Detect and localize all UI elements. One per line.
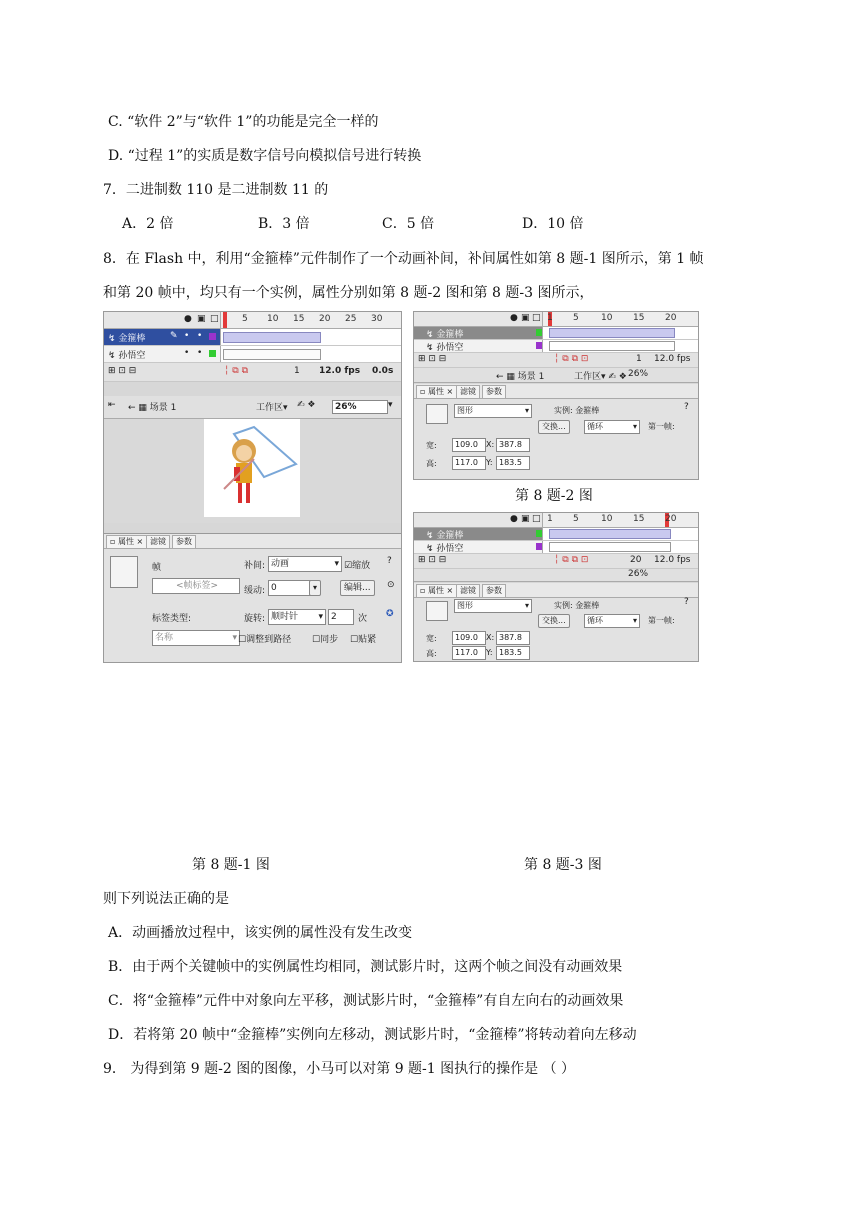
ruler-tick: 20 bbox=[665, 514, 677, 524]
outline-icon: □ bbox=[210, 314, 219, 324]
lock-icon: ▣ bbox=[197, 314, 206, 324]
onion-skin-icon[interactable]: ╎ ⧉ ⧉ bbox=[224, 366, 248, 376]
swap-button[interactable]: 交换... bbox=[538, 420, 570, 434]
frame-rate: 12.0 fps bbox=[319, 366, 361, 376]
workspace-menu[interactable]: 工作区▾ bbox=[256, 403, 288, 413]
ease-label: 缓动: bbox=[244, 586, 266, 596]
options-icon[interactable]: ⊙ bbox=[387, 580, 395, 590]
timeline-header bbox=[104, 312, 401, 329]
motion-tween-span[interactable] bbox=[223, 332, 321, 343]
ruler-tick: 5 bbox=[573, 514, 579, 524]
q8-stem-line1: 8．在 Flash 中，利用“金箍棒”元件制作了一个动画补间，补间属性如第 8 题-1 图所示，第 1 帧 bbox=[103, 251, 704, 267]
x-label: X: bbox=[486, 633, 495, 642]
eye-icon: ● bbox=[184, 314, 192, 324]
rotate-select[interactable]: 顺时针 ▾ bbox=[268, 609, 326, 625]
timeline-status: ⊞ ⊡ ⊟ ╎ ⧉ ⧉ ⊡ 20 12.0 fps bbox=[414, 554, 698, 569]
ruler-tick: 15 bbox=[293, 314, 305, 324]
instance-label: 实例: 金箍棒 bbox=[554, 406, 600, 415]
q6-option-c: C. “软件 2”与“软件 1”的功能是完全一样的 bbox=[108, 114, 379, 130]
width-input[interactable]: 109.0 bbox=[452, 631, 486, 645]
figure-8-1 bbox=[103, 311, 402, 663]
help-icon[interactable]: ? bbox=[684, 597, 689, 607]
layer-color bbox=[209, 350, 216, 357]
snap-checkbox[interactable]: ☐贴紧 bbox=[350, 635, 377, 645]
graphic-icon bbox=[426, 404, 448, 424]
ruler-tick: 15 bbox=[633, 313, 645, 323]
sync-checkbox[interactable]: ☐同步 bbox=[312, 635, 339, 645]
ease-input[interactable]: 0 bbox=[268, 580, 312, 596]
help-icon[interactable]: ? bbox=[684, 402, 689, 412]
layer-name: ↯ 孙悟空 bbox=[108, 351, 146, 361]
edit-bar bbox=[414, 569, 698, 582]
q7-option-d: D．10 倍 bbox=[522, 216, 584, 232]
loop-select[interactable]: 循环 ▾ bbox=[584, 614, 640, 628]
symbol-type-select[interactable]: 图形 ▾ bbox=[454, 404, 532, 418]
graphic-icon bbox=[426, 601, 448, 621]
zoom-field[interactable]: 26% bbox=[628, 569, 649, 579]
tab-properties[interactable]: ▫ 属性 × bbox=[416, 385, 457, 399]
q6-option-d: D. “过程 1”的实质是数字信号向模拟信号进行转换 bbox=[108, 148, 422, 164]
q8-option-c: C．将“金箍棒”元件中对象向左平移，测试影片时，“金箍棒”有自左向右的动画效果 bbox=[108, 993, 624, 1009]
edit-symbol-icon[interactable]: ✍ ❖ bbox=[297, 400, 316, 410]
tab-filters[interactable]: 滤镜 bbox=[146, 535, 170, 549]
stage-canvas[interactable] bbox=[204, 419, 300, 517]
tween-label: 补间: bbox=[244, 561, 266, 571]
first-frame-label: 第一帧: bbox=[648, 616, 675, 625]
symbol-type-select[interactable]: 图形 ▾ bbox=[454, 599, 532, 613]
label-type-label: 标签类型: bbox=[152, 614, 192, 624]
current-frame: 1 bbox=[294, 366, 300, 376]
frame-name-input[interactable]: <帧标签> bbox=[152, 578, 240, 594]
q8-option-d: D．若将第 20 帧中“金箍棒”实例向左移动，测试影片时，“金箍棒”将转动着向左移动 bbox=[108, 1027, 637, 1043]
q7-option-a: A．2 倍 bbox=[122, 216, 174, 232]
y-label: Y: bbox=[486, 648, 493, 657]
layer-name: ↯ 金箍棒 bbox=[108, 334, 146, 344]
motion-tween-span[interactable] bbox=[549, 529, 671, 539]
current-frame: 1 bbox=[636, 354, 642, 364]
zoom-field[interactable]: 26% bbox=[332, 400, 388, 414]
height-input[interactable]: 117.0 bbox=[452, 646, 486, 660]
figure-8-2-caption: 第 8 题-2 图 bbox=[515, 488, 593, 504]
orient-to-path-checkbox[interactable]: ☐调整到路径 bbox=[238, 635, 292, 645]
tab-parameters[interactable]: 参数 bbox=[172, 535, 196, 549]
ruler-tick: 20 bbox=[665, 313, 677, 323]
monkey-king-graphic bbox=[204, 419, 300, 517]
timeline-status bbox=[104, 363, 401, 382]
figure-8-1-caption: 第 8 题-1 图 bbox=[192, 857, 270, 873]
figure-8-2: ● ▣ □ 1 5 10 15 20 ↯ 金箍棒 ↯ 孙悟空 ⊞ ⊡ ⊟ ╎ ⧉ ⧉ ⊡ 1 12.0 fps ← ▦ 场景 1 工作区▾ ✍ ❖ 26% ▫ 属性 × 滤镜 参数 图形 ▾ 实例: 金箍棒 ? 交换... 循环 ▾ 第一帧: 宽: 109.0 X: 387.8 高: 117.0 Y: 183.5 bbox=[413, 311, 699, 480]
scene-breadcrumb[interactable]: ← ▦ 场景 1 bbox=[128, 403, 177, 413]
elapsed-time: 0.0s bbox=[372, 366, 394, 376]
properties-panel bbox=[414, 583, 698, 661]
stage-area bbox=[104, 419, 401, 523]
times-unit: 次 bbox=[358, 614, 368, 624]
tab-properties[interactable]: ▫ 属性 × bbox=[106, 535, 147, 549]
height-label: 高: bbox=[426, 459, 437, 468]
edit-bar: ← ▦ 场景 1 工作区▾ ✍ ❖ 26% bbox=[414, 368, 698, 383]
tab-parameters[interactable]: 参数 bbox=[482, 385, 506, 399]
layer-color bbox=[209, 333, 216, 340]
width-label: 宽: bbox=[426, 441, 437, 450]
width-input[interactable]: 109.0 bbox=[452, 438, 486, 452]
rotate-times-input[interactable]: 2 bbox=[328, 609, 354, 625]
scale-checkbox[interactable]: ☑缩放 bbox=[344, 561, 371, 571]
edit-ease-button[interactable]: 编辑... bbox=[340, 580, 375, 596]
layer-row-sunwukong[interactable]: ↯ 孙悟空 • • bbox=[104, 346, 401, 363]
layer-row-jingubang[interactable]: ↯ 金箍棒 bbox=[414, 528, 698, 541]
height-input[interactable]: 117.0 bbox=[452, 456, 486, 470]
help-icon[interactable]: ? bbox=[387, 556, 392, 566]
current-frame: 20 bbox=[630, 555, 642, 565]
frame-rate: 12.0 fps bbox=[654, 555, 691, 565]
properties-panel bbox=[104, 533, 401, 663]
tab-filters[interactable]: 滤镜 bbox=[456, 584, 480, 598]
loop-select[interactable]: 循环 ▾ bbox=[584, 420, 640, 434]
ruler-tick: 5 bbox=[242, 314, 248, 324]
layer-tools-icon[interactable]: ⊞ ⊡ ⊟ bbox=[108, 366, 137, 376]
static-frames bbox=[223, 349, 321, 360]
zoom-dropdown[interactable]: ▾ bbox=[388, 400, 393, 410]
layer-row-jingubang[interactable]: ↯ 金箍棒 bbox=[414, 327, 698, 340]
label-type-select[interactable]: 名称 ▾ bbox=[152, 630, 240, 646]
ruler-tick: 10 bbox=[601, 313, 613, 323]
y-input[interactable]: 183.5 bbox=[496, 456, 530, 470]
height-label: 高: bbox=[426, 649, 437, 658]
ruler-tick: 15 bbox=[633, 514, 645, 524]
q8-option-b: B．由于两个关键帧中的实例属性均相同，测试影片时，这两个帧之间没有动画效果 bbox=[108, 959, 623, 975]
back-icon[interactable]: ⇤ bbox=[108, 400, 116, 410]
tab-properties[interactable]: ▫ 属性 × bbox=[416, 584, 457, 598]
tab-filters[interactable]: 滤镜 bbox=[456, 385, 480, 399]
ruler-tick: 20 bbox=[319, 314, 331, 324]
playhead[interactable] bbox=[223, 312, 227, 328]
q7-stem: 7．二进制数 110 是二进制数 11 的 bbox=[103, 182, 329, 198]
instance-label: 实例: 金箍棒 bbox=[554, 601, 600, 610]
ruler-tick: 5 bbox=[573, 313, 579, 323]
first-frame-label: 第一帧: bbox=[648, 422, 675, 431]
ruler-tick: 25 bbox=[345, 314, 357, 324]
x-label: X: bbox=[486, 440, 495, 449]
width-label: 宽: bbox=[426, 634, 437, 643]
q7-option-c: C．5 倍 bbox=[382, 216, 435, 232]
q8-prompt: 则下列说法正确的是 bbox=[103, 891, 229, 907]
properties-panel bbox=[414, 384, 698, 479]
q8-option-a: A．动画播放过程中，该实例的属性没有发生改变 bbox=[108, 925, 413, 941]
pencil-icon: ✎ bbox=[170, 331, 178, 341]
layer-row-sunwukong[interactable]: ↯ 孙悟空 bbox=[414, 340, 698, 353]
y-input[interactable]: 183.5 bbox=[496, 646, 530, 660]
timeline-status: ⊞ ⊡ ⊟ ╎ ⧉ ⧉ ⊡ 1 12.0 fps bbox=[414, 353, 698, 368]
x-input[interactable]: 387.8 bbox=[496, 631, 530, 645]
ruler-tick: 30 bbox=[371, 314, 383, 324]
x-input[interactable]: 387.8 bbox=[496, 438, 530, 452]
frame-rate: 12.0 fps bbox=[654, 354, 691, 364]
layer-row-jingubang[interactable]: ↯ 金箍棒 ✎ • • bbox=[104, 329, 401, 346]
panel-tabs bbox=[104, 534, 401, 549]
ruler-tick: 10 bbox=[601, 514, 613, 524]
edit-bar bbox=[104, 396, 401, 419]
swap-button[interactable]: 交换... bbox=[538, 614, 570, 628]
layer-row-sunwukong[interactable]: ↯ 孙悟空 bbox=[414, 541, 698, 554]
info-icon[interactable]: ✪ bbox=[386, 609, 394, 619]
tween-select[interactable]: 动画 ▾ bbox=[268, 556, 342, 572]
y-label: Y: bbox=[486, 458, 493, 467]
q7-option-b: B．3 倍 bbox=[258, 216, 310, 232]
ruler-tick: 1 bbox=[547, 514, 553, 524]
ease-dropdown[interactable]: ▾ bbox=[309, 580, 321, 596]
motion-tween-span[interactable] bbox=[549, 328, 675, 338]
ruler-tick: 1 bbox=[547, 313, 553, 323]
frame-icon bbox=[110, 556, 138, 588]
figure-8-3-caption: 第 8 题-3 图 bbox=[524, 857, 602, 873]
figure-8-3: ● ▣ □ 1 5 10 15 20 ↯ 金箍棒 ↯ 孙悟空 ⊞ ⊡ ⊟ ╎ ⧉ ⧉ ⊡ 20 12.0 fps 26% ▫ 属性 × 滤镜 参数 图形 ▾ 实例: 金箍棒 ? 交换... 循环 ▾ 第一帧: 宽: 109.0 X: 387.8 高: 117.0 Y: 183.5 bbox=[413, 512, 699, 662]
zoom-field[interactable]: 26% bbox=[628, 369, 649, 379]
q8-stem-line2: 和第 20 帧中，均只有一个实例，属性分别如第 8 题-2 图和第 8 题-3 图所示， bbox=[103, 285, 594, 301]
frame-label: 帧 bbox=[152, 563, 162, 573]
q9-stem: 9． 为得到第 9 题-2 图的图像，小马可以对第 9 题-1 图执行的操作是 （ ） bbox=[103, 1061, 576, 1077]
rotate-label: 旋转: bbox=[244, 614, 266, 624]
ruler-tick: 10 bbox=[267, 314, 279, 324]
tab-parameters[interactable]: 参数 bbox=[482, 584, 506, 598]
